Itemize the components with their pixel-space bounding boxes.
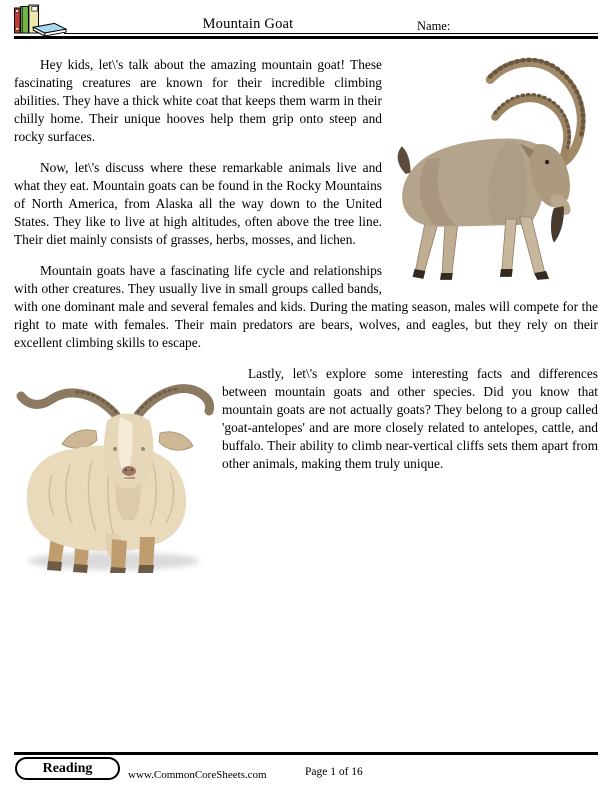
mountain-ibex-image — [390, 56, 604, 288]
website-text: www.CommonCoreSheets.com — [128, 769, 267, 781]
paragraph-2: Now, let\'s discuss where these remarkable animals live and what they eat. Mountain goats can be found in the Rocky Mountains of North America, from Alaska all the way down to the United States. They like to live at high altitudes, often above the tree line. Their diet mainly consists of grasses, herbs, mosses, and lichen. — [14, 160, 382, 247]
name-input-line — [64, 33, 598, 34]
worksheet-body — [14, 56, 598, 573]
page-number: Page 1 of 16 — [305, 766, 363, 778]
name-label: Name: — [417, 19, 451, 33]
paragraph-3: Mountain goats have a fascinating life cycle and relationships with other creatures. They usually live in small groups called bands, with one dominant male and several females and kids. During the mating season, males will compete for the right to mate with females. Their main predators are bears, wolves, and eagles, but they rely on their excellent climbing skills to escape. — [14, 263, 598, 350]
header-divider — [14, 36, 598, 39]
page-title: Mountain Goat — [202, 16, 294, 32]
paragraph-1: Hey kids, let\'s talk about the amazing mountain goat! These fascinating creatures are known for their incredible climbing abilities. They have a thick white coat that keeps them warm in their chilly home. Their unique hooves help them grip onto steep and rocky surfaces. — [14, 57, 382, 144]
footer-divider — [14, 752, 598, 755]
category-badge: Reading — [15, 757, 120, 780]
paragraph-4: Lastly, let\'s explore some interesting facts and differences between mountain goats and other species. Did you know that mountain goats are not actually goats? They belong to a group called 'goat-antelopes' and are more closely related to antelopes, cattle, and buffalo. Their ability to climb near-vertical cliffs sets them apart from other animals, making them truly unique. — [222, 366, 598, 471]
white-goat-image — [12, 365, 214, 573]
